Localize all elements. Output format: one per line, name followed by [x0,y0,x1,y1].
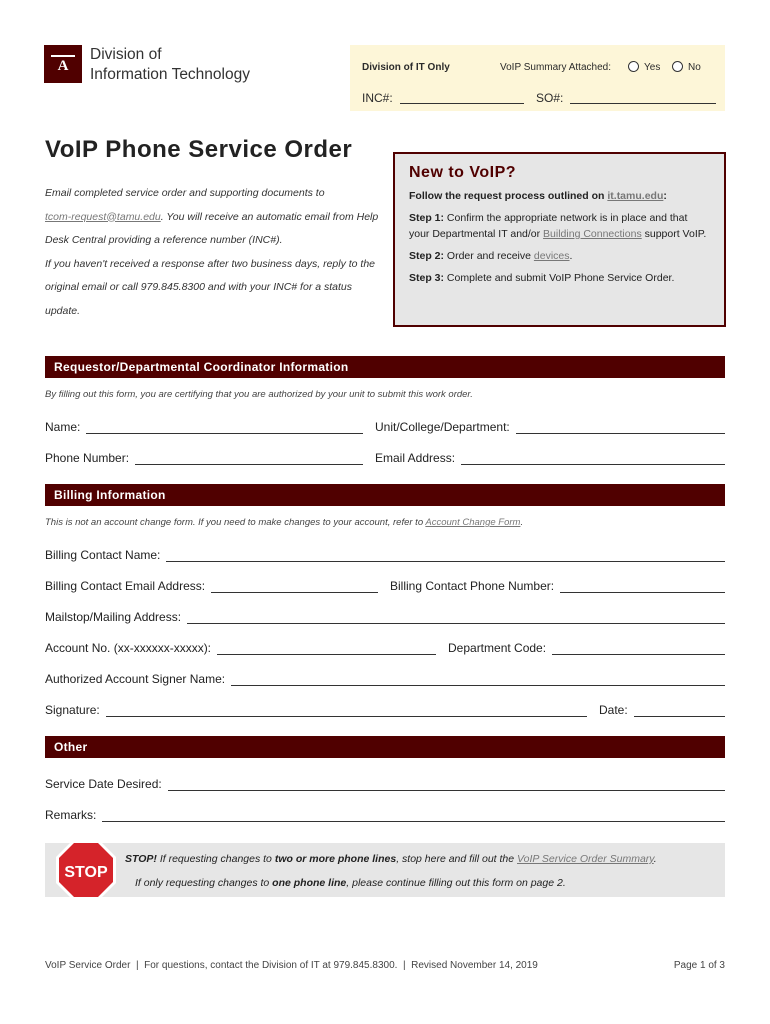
billing-heading: Billing Information [45,484,725,506]
building-connections-link[interactable]: Building Connections [543,228,642,240]
footer-text: VoIP Service Order | For questions, contact the Division of IT at 979.845.8300. | Revised November 14, 2019 [45,960,538,971]
mailstop-row [45,608,725,624]
new-to-voip-box [393,152,726,327]
signature-label: Signature: [45,703,100,717]
stop-l1-b: , stop here and fill out the [396,853,518,865]
step1-a: Confirm the appropriate network is in place and that your Departmental IT and/or [409,212,688,240]
it-tamu-link[interactable]: it.tamu.edu [607,190,664,202]
signer-row [45,670,725,686]
yes-label: Yes [644,62,661,73]
stop-l2-em: one phone line [272,877,347,889]
email-label: Email Address: [375,451,456,465]
yes-radio[interactable] [628,61,639,72]
mailstop-label: Mailstop/Mailing Address: [45,610,182,624]
phone-label: Phone Number: [45,451,130,465]
date-row [599,701,725,717]
billing-contact-phone-row [390,577,725,593]
stop-l2-b: , please continue filling out this form on page 2. [346,877,566,889]
billing-contact-email-row [45,577,378,593]
name-field-row [45,418,363,434]
stop-l2-a: If only requesting changes to [135,877,273,889]
org-line1: Division of [90,46,162,63]
follow-a: Follow the request process outlined on [409,190,608,202]
billing-contact-phone-input[interactable] [560,581,725,593]
intro-p2: If you haven't received a response after two business days, reply to the original email or call 979.845.8300 and with your INC# for a status update. [45,257,376,317]
mailstop-input[interactable] [187,612,725,624]
account-no-label: Account No. (xx-xxxxxx-xxxxx): [45,641,212,655]
no-label: No [688,62,701,73]
step1-b: support VoIP. [641,228,707,240]
account-no-row [45,639,436,655]
dept-code-input[interactable] [552,643,725,655]
billing-contact-name-label: Billing Contact Name: [45,548,161,562]
service-date-label: Service Date Desired: [45,777,162,791]
other-heading: Other [45,736,725,758]
signer-input[interactable] [231,674,725,686]
billing-contact-name-row [45,546,725,562]
billing-note-b: . [520,517,524,528]
name-label: Name: [45,420,81,434]
unit-field-row [375,418,725,434]
step2-b: . [569,250,573,262]
inc-field[interactable] [400,103,524,104]
so-label: SO#: [536,91,564,105]
step1 [409,210,710,242]
requestor-note: By filling out this form, you are certifying that you are authorized by your unit to submit this work order. [45,389,473,400]
signature-row [45,701,587,717]
unit-input[interactable] [516,422,725,434]
no-radio[interactable] [672,61,683,72]
atm-logo-icon [44,45,82,83]
step3 [409,270,710,286]
page-number: Page 1 of 3 [673,960,725,971]
account-change-form-link[interactable]: Account Change Form [425,517,521,528]
it-only-label: Division of IT Only [362,62,450,73]
requestor-heading: Requestor/Departmental Coordinator Information [45,356,725,378]
org-name [90,45,250,85]
billing-contact-name-input[interactable] [166,550,725,562]
remarks-row [45,806,725,822]
date-label: Date: [599,703,628,717]
billing-note [45,517,523,528]
stop-bold: STOP! [125,853,157,865]
billing-contact-email-input[interactable] [211,581,378,593]
intro-text [45,182,385,323]
voip-summary-link[interactable]: VoIP Service Order Summary [517,853,654,865]
step2-a: Order and receive [444,250,534,262]
it-only-box [350,45,725,111]
step2-label: Step 2: [409,250,445,262]
org-line2: Information Technology [90,66,250,83]
phone-input[interactable] [135,453,363,465]
stop-sign-text: STOP [64,864,108,881]
follow-b: : [663,190,667,202]
date-input[interactable] [634,705,725,717]
step3-label: Step 3: [409,272,445,284]
intro-p1-b: . You will receive an automatic email from Help Desk Central providing a reference number (INC#). [45,210,379,246]
intro-p1 [45,182,385,253]
phone-field-row [45,449,363,465]
new-to-voip-title: New to VoIP? [409,164,517,181]
devices-link[interactable]: devices [533,250,570,262]
billing-note-a: This is not an account change form. If you need to make changes to your account, refer to [45,517,426,528]
name-input[interactable] [86,422,363,434]
stop-l1-a: If requesting changes to [156,853,275,865]
email-input[interactable] [461,453,725,465]
stop-sign-icon [55,839,117,901]
tamu-logo [44,45,250,85]
dept-code-label: Department Code: [448,641,547,655]
step1-label: Step 1: [409,212,445,224]
remarks-input[interactable] [102,810,725,822]
dept-code-row [448,639,725,655]
voip-summary-label: VoIP Summary Attached: [500,62,611,73]
stop-l1-c: . [653,853,657,865]
stop-line2 [135,877,566,889]
intro-p1-a: Email completed service order and supporting documents to [45,187,325,199]
stop-notice [45,843,725,897]
so-field[interactable] [570,103,716,104]
email-link[interactable]: tcom-request@tamu.edu [45,210,161,223]
billing-contact-phone-label: Billing Contact Phone Number: [390,579,555,593]
stop-l1-em: two or more phone lines [274,853,397,865]
signature-input[interactable] [106,705,587,717]
step2 [409,248,710,264]
account-no-input[interactable] [217,643,436,655]
signer-label: Authorized Account Signer Name: [45,672,226,686]
follow-text [409,188,710,204]
remarks-label: Remarks: [45,808,97,822]
unit-label: Unit/College/Department: [375,420,510,434]
service-date-input[interactable] [168,779,725,791]
step3-a: Complete and submit VoIP Phone Service Order. [444,272,675,284]
page-title: VoIP Phone Service Order [45,136,353,163]
svg-text:A: A [57,58,69,74]
service-date-row [45,775,725,791]
stop-line1 [125,853,657,865]
billing-contact-email-label: Billing Contact Email Address: [45,579,206,593]
email-field-row [375,449,725,465]
inc-label: INC#: [362,91,393,105]
